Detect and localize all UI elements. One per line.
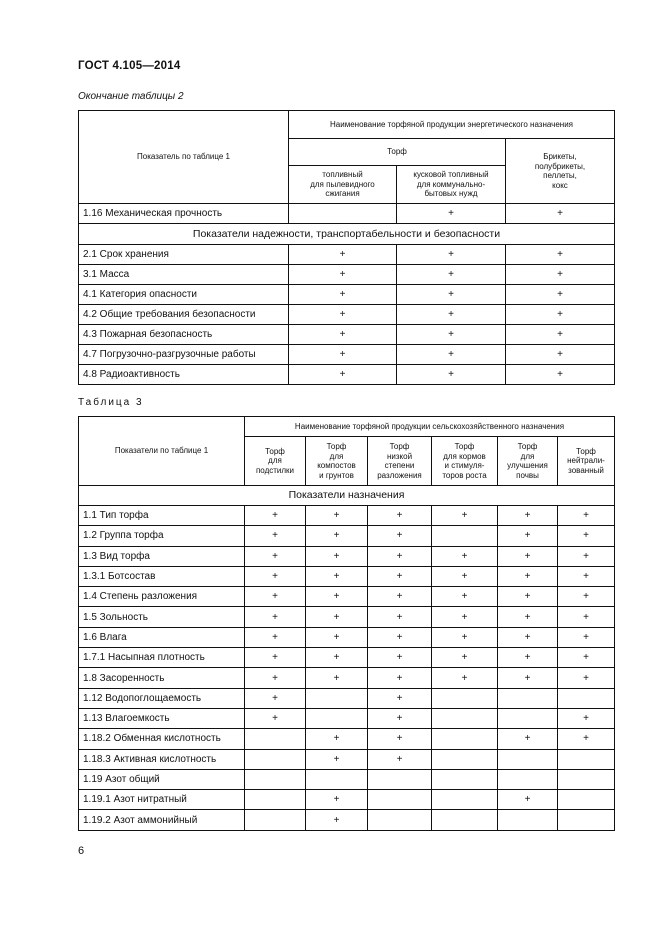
table-cell: + <box>289 265 397 285</box>
table-row <box>79 204 615 224</box>
table-row <box>79 285 615 305</box>
table-cell: + <box>498 607 558 627</box>
row-label: 1.3.1 Ботсостав <box>79 566 245 586</box>
table-cell: + <box>368 668 432 688</box>
table-cell: + <box>397 305 506 325</box>
table-cell: + <box>506 265 615 285</box>
table-cell: + <box>245 587 306 607</box>
table-cell: + <box>289 345 397 365</box>
table2-subgroup-header: Торф <box>289 139 506 166</box>
row-label: 1.16 Механическая прочность <box>79 204 289 224</box>
table-cell <box>306 708 368 728</box>
table-row <box>79 607 615 627</box>
row-label: 4.1 Категория опасности <box>79 285 289 305</box>
table-cell <box>432 708 498 728</box>
table-cell: + <box>498 790 558 810</box>
table-row <box>79 587 615 607</box>
table-cell: + <box>498 627 558 647</box>
table-row <box>79 305 615 325</box>
table-cell: + <box>289 245 397 265</box>
table-cell: + <box>397 345 506 365</box>
row-label: 1.13 Влагоемкость <box>79 708 245 728</box>
table-row <box>79 345 615 365</box>
table-cell: + <box>432 506 498 526</box>
table-cell: + <box>245 607 306 627</box>
table2-caption: Окончание таблицы 2 <box>78 91 184 102</box>
section-header: Показатели надежности, транспортабельности и безопасности <box>79 224 615 245</box>
table-cell <box>432 810 498 830</box>
table-cell <box>306 688 368 708</box>
table-cell: + <box>306 749 368 769</box>
table-cell: + <box>498 526 558 546</box>
table-cell <box>245 749 306 769</box>
table-cell: + <box>558 729 615 749</box>
table-cell: + <box>432 546 498 566</box>
table-cell: + <box>306 790 368 810</box>
row-label: 4.3 Пожарная безопасность <box>79 325 289 345</box>
table-cell: + <box>306 506 368 526</box>
table-cell: + <box>306 526 368 546</box>
table-cell: + <box>368 688 432 708</box>
table-cell: + <box>368 708 432 728</box>
table-cell: + <box>506 325 615 345</box>
row-label: 4.2 Общие требования безопасности <box>79 305 289 325</box>
table-cell <box>558 769 615 789</box>
table-cell: + <box>432 668 498 688</box>
table-cell: + <box>289 305 397 325</box>
table-cell <box>368 769 432 789</box>
table-cell: + <box>245 546 306 566</box>
table-cell <box>558 810 615 830</box>
table-cell: + <box>289 365 397 385</box>
table2-column-header: топливный для пылевидного сжигания <box>289 166 397 204</box>
table-cell: + <box>306 729 368 749</box>
page-number: 6 <box>78 845 85 857</box>
table3-column-header: Торф для компостов и грунтов <box>306 437 368 486</box>
table-row <box>79 627 615 647</box>
document-title: ГОСТ 4.105—2014 <box>78 60 181 72</box>
table-row <box>79 526 615 546</box>
table-cell <box>245 810 306 830</box>
table3-column-header: Торф для подстилки <box>245 437 306 486</box>
table-cell: + <box>397 325 506 345</box>
table-cell: + <box>368 729 432 749</box>
table-cell <box>498 810 558 830</box>
table-cell: + <box>498 546 558 566</box>
table-cell <box>558 688 615 708</box>
table3-column-label: Показатели по таблице 1 <box>79 417 245 486</box>
table3-column-header: Торф нейтрали- зованный <box>558 437 615 486</box>
table-cell: + <box>368 546 432 566</box>
table-cell <box>245 729 306 749</box>
table3-column-header: Торф для кормов и стимуля- торов роста <box>432 437 498 486</box>
table-cell: + <box>245 526 306 546</box>
table-cell <box>368 790 432 810</box>
row-label: 1.19 Азот общий <box>79 769 245 789</box>
table-cell: + <box>558 546 615 566</box>
table-cell: + <box>558 526 615 546</box>
table3-column-header: Торф для улучшения почвы <box>498 437 558 486</box>
table-row <box>79 506 615 526</box>
table-cell: + <box>245 668 306 688</box>
table-cell: + <box>558 587 615 607</box>
row-label: 1.8 Засоренность <box>79 668 245 688</box>
table-cell: + <box>368 506 432 526</box>
table-cell: + <box>245 566 306 586</box>
table-cell: + <box>432 587 498 607</box>
table-cell: + <box>368 648 432 668</box>
table-cell: + <box>306 587 368 607</box>
table-row <box>79 325 615 345</box>
table-cell: + <box>245 648 306 668</box>
table-cell: + <box>397 245 506 265</box>
row-label: 1.6 Влага <box>79 627 245 647</box>
table3-group-header: Наименование торфяной продукции сельскохозяйственного назначения <box>245 417 615 437</box>
table-cell: + <box>558 607 615 627</box>
table-cell: + <box>245 708 306 728</box>
row-label: 1.12 Водопоглощаемость <box>79 688 245 708</box>
table3-column-header: Торф низкой степени разложения <box>368 437 432 486</box>
table-cell <box>558 749 615 769</box>
table-cell <box>245 790 306 810</box>
table-row <box>79 265 615 285</box>
table-cell: + <box>245 506 306 526</box>
row-label: 1.3 Вид торфа <box>79 546 245 566</box>
table-cell: + <box>506 345 615 365</box>
table-cell: + <box>397 365 506 385</box>
table-cell: + <box>368 627 432 647</box>
row-label: 1.18.2 Обменная кислотность <box>79 729 245 749</box>
table-cell <box>432 526 498 546</box>
table-cell <box>498 749 558 769</box>
table2-column-header: кусковой топливный для коммунально- бытовых нужд <box>397 166 506 204</box>
table-cell: + <box>245 627 306 647</box>
table-row <box>79 566 615 586</box>
row-label: 4.7 Погрузочно-разгрузочные работы <box>79 345 289 365</box>
table-cell <box>432 749 498 769</box>
row-label: 1.18.3 Активная кислотность <box>79 749 245 769</box>
table-cell <box>432 790 498 810</box>
table-cell <box>289 204 397 224</box>
section-header: Показатели назначения <box>79 486 615 506</box>
table-row <box>79 769 615 789</box>
table-cell: + <box>289 325 397 345</box>
table-cell: + <box>506 245 615 265</box>
table-cell: + <box>289 285 397 305</box>
table-cell: + <box>368 607 432 627</box>
table-row <box>79 245 615 265</box>
table-row <box>79 708 615 728</box>
table-cell: + <box>397 204 506 224</box>
table-cell: + <box>306 810 368 830</box>
table-cell: + <box>498 566 558 586</box>
table-row <box>79 688 615 708</box>
table-cell <box>498 708 558 728</box>
table-cell: + <box>558 648 615 668</box>
table-cell: + <box>432 648 498 668</box>
table-cell: + <box>498 506 558 526</box>
table-cell: + <box>506 365 615 385</box>
table-cell: + <box>558 708 615 728</box>
table-row <box>79 810 615 830</box>
table-cell: + <box>506 305 615 325</box>
table-cell: + <box>306 648 368 668</box>
row-label: 1.5 Зольность <box>79 607 245 627</box>
table-cell: + <box>306 627 368 647</box>
table2-column-label: Показатель по таблице 1 <box>79 111 289 204</box>
table-cell <box>498 688 558 708</box>
table2-column-header: Брикеты, полубрикеты, пеллеты, кокс <box>506 139 615 204</box>
table-cell: + <box>506 204 615 224</box>
table-cell: + <box>306 668 368 688</box>
row-label: 2.1 Срок хранения <box>79 245 289 265</box>
row-label: 1.1 Тип торфа <box>79 506 245 526</box>
table3-caption: Таблица 3 <box>78 397 144 408</box>
table-cell: + <box>498 587 558 607</box>
table-cell: + <box>306 546 368 566</box>
table-cell <box>368 810 432 830</box>
table-cell: + <box>558 668 615 688</box>
table-cell <box>558 790 615 810</box>
table-cell: + <box>498 648 558 668</box>
row-label: 1.2 Группа торфа <box>79 526 245 546</box>
table-cell: + <box>558 627 615 647</box>
table-cell: + <box>306 566 368 586</box>
table-row <box>79 729 615 749</box>
table-cell: + <box>306 607 368 627</box>
table-row <box>79 648 615 668</box>
row-label: 4.8 Радиоактивность <box>79 365 289 385</box>
table-cell: + <box>397 265 506 285</box>
table-cell <box>432 769 498 789</box>
table-cell <box>498 769 558 789</box>
table-cell: + <box>432 627 498 647</box>
row-label: 1.19.1 Азот нитратный <box>79 790 245 810</box>
table-cell: + <box>498 729 558 749</box>
table-3 <box>78 416 615 831</box>
table-row <box>79 749 615 769</box>
row-label: 3.1 Масса <box>79 265 289 285</box>
table-row <box>79 668 615 688</box>
table-cell <box>245 769 306 789</box>
table2-group-header: Наименование торфяной продукции энергетического назначения <box>289 111 615 139</box>
table-cell <box>432 688 498 708</box>
row-label: 1.4 Степень разложения <box>79 587 245 607</box>
table-cell: + <box>506 285 615 305</box>
table-cell: + <box>368 749 432 769</box>
table-2 <box>78 110 615 385</box>
row-label: 1.7.1 Насыпная плотность <box>79 648 245 668</box>
table-cell <box>306 769 368 789</box>
table-cell: + <box>558 566 615 586</box>
table-cell: + <box>368 566 432 586</box>
table-cell <box>432 729 498 749</box>
table-cell: + <box>558 506 615 526</box>
table-row <box>79 365 615 385</box>
table-row <box>79 546 615 566</box>
table-cell: + <box>432 607 498 627</box>
table-cell: + <box>432 566 498 586</box>
table-row <box>79 790 615 810</box>
table-cell: + <box>397 285 506 305</box>
table-cell: + <box>368 526 432 546</box>
table-cell: + <box>368 587 432 607</box>
table-cell: + <box>245 688 306 708</box>
row-label: 1.19.2 Азот аммонийный <box>79 810 245 830</box>
table-cell: + <box>498 668 558 688</box>
